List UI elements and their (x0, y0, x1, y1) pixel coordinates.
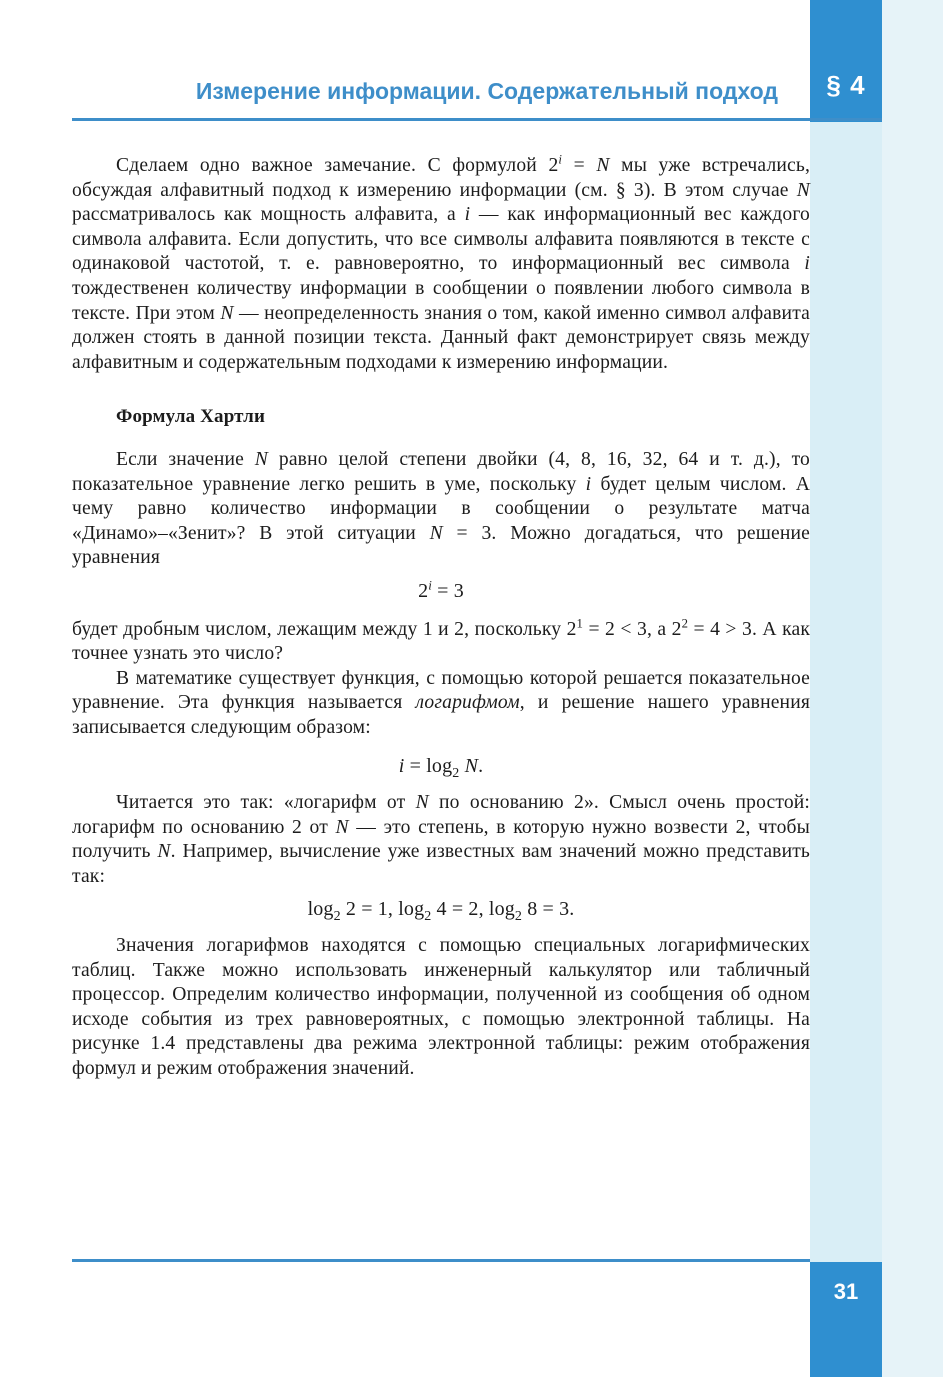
footer-rule (72, 1259, 810, 1262)
paragraph-2: Если значение N равно целой степени двойки (4, 8, 16, 32, 64 и т. д.), то показательное уравнение легко решить в уме, поскольку i будет целым числом. А чему равно количество информации в сообщении о результате матча «Динамо»–«Зенит»? В этой ситуации N = 3. Можно догадаться, что решение уравнения (72, 448, 810, 569)
paragraph-1: Сделаем одно важное замечание. С формулой $2^i = N$ мы уже встречались, обсуждая алфавитный подход к измерению информации (см. § 3). В этом случае N рассматривалось как мощность алфавита, а i — как информационный вес каждого символа алфавита. Если допустить, что все символы алфавита появляются в тексте с одинаковой частотой, т. е. равновероятно, то информационный вес символа i тождественен количеству информации в сообщении о появлении любого символа в тексте. При этом N — неопределенность знания о том, какой именно символ алфавита должен стоять в данной позиции текста. Данный факт демонстрирует связь между алфавитным и содержательным подходами к измерению информации. (72, 152, 810, 373)
header-rule (72, 118, 882, 121)
formula-log-examples: $\log_2 2 = 1$, $\log_2 4 = 2$, $\log_2 8 = 3$. (307, 898, 575, 925)
page-body (72, 154, 810, 1082)
paragraph-tab (810, 0, 882, 122)
paragraph-6: Значения логарифмов находятся с помощью специальных логарифмических таблиц. Также можно использовать инженерный калькулятор или табличный процессор. Определим количество информации, полученной из сообщения об одном исходе события из трех равновероятных, с помощью электронной таблицы. На рисунке 1.4 представлены два режима электронной таблицы: режим отображения формул и режим отображения значений. (72, 935, 810, 1079)
section-heading: Формула Хартли (116, 406, 266, 428)
paragraph-5: Читается это так: «логарифм от N по основанию 2». Смысл очень простой: логарифм по основанию 2 от N — это степень, в которую нужно возвести 2, чтобы получить N. Например, вычисление уже известных вам значений можно представить так: (72, 792, 811, 887)
right-margin-band-inner (810, 0, 882, 1377)
paragraph-mark: § 4 (826, 70, 866, 100)
formula-exponential: $2^i = 3$ (418, 577, 464, 602)
paragraph-4: В математике существует функция, с помощью которой решается показательное уравнение. Эта функция называется логарифмом, и решение нашего уравнения записывается следующим образом: (72, 667, 810, 738)
paragraph-3: будет дробным числом, лежащим между 1 и 2, поскольку $2^1 = 2 < 3$, а $2^2 = 4 > 3$. А как точнее узнать это число? (72, 615, 810, 665)
running-header-title: Измерение информации. Содержательный подход (195, 78, 778, 104)
formula-logarithm: $i = \log_2 N$. (398, 755, 484, 782)
page-number: 31 (833, 1279, 859, 1304)
